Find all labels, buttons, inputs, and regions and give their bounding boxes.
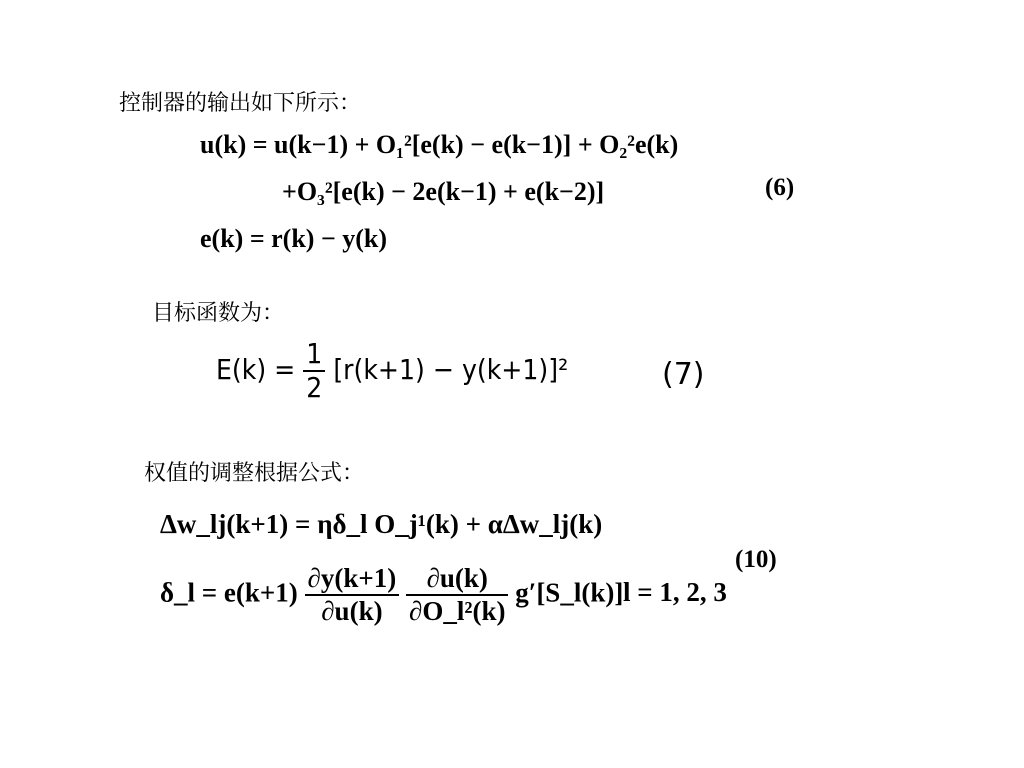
equation-10-fraction-2-numerator: ∂u(k) [406, 563, 508, 596]
equation-7 [216, 338, 568, 404]
equation-10-fraction-1 [305, 563, 400, 627]
equation-10-number: (10) [735, 546, 777, 573]
equation-10-fraction-2-denominator: ∂O_l²(k) [409, 596, 506, 627]
equation-7-fraction [303, 338, 325, 404]
objective-function-intro: 目标函数为： [152, 301, 285, 326]
equation-7-number: (7) [662, 357, 705, 392]
equation-10-fraction-1-denominator: ∂u(k) [321, 596, 383, 627]
controller-output-intro: 控制器的输出如下所示： [119, 91, 362, 116]
equation-10-line-1: Δw_lj(k+1) = ηδ_l O_j¹(k) + αΔw_lj(k) [160, 509, 603, 539]
equation-6-line-3: e(k) = r(k) − y(k) [200, 224, 388, 253]
equation-10-fraction-2 [406, 563, 508, 627]
equation-10-fraction-1-numerator: ∂y(k+1) [305, 563, 400, 596]
equation-10-tail: g′[S_l(k)] [515, 577, 624, 608]
equation-10-delta-lhs: δ_l = e(k+1) [160, 577, 298, 608]
equation-7-fraction-denominator: 2 [306, 371, 323, 405]
equation-10-line-2 [160, 563, 623, 627]
equation-10-index-range: l = 1, 2, 3 [623, 577, 727, 607]
equation-7-rhs: [r(k+1) − y(k+1)]² [333, 353, 569, 387]
equation-6-number: (6) [765, 174, 795, 201]
equation-7-lhs: E(k) = [216, 353, 296, 387]
equation-7-fraction-numerator: 1 [303, 338, 325, 372]
weight-adjustment-intro: 权值的调整根据公式： [144, 461, 365, 486]
equation-6-line-2: +O₃²[e(k) − 2e(k−1) + e(k−2)] [282, 177, 605, 206]
equation-6-line-1: u(k) = u(k−1) + O₁²[e(k) − e(k−1)] + O₂²e(k) [200, 130, 679, 159]
